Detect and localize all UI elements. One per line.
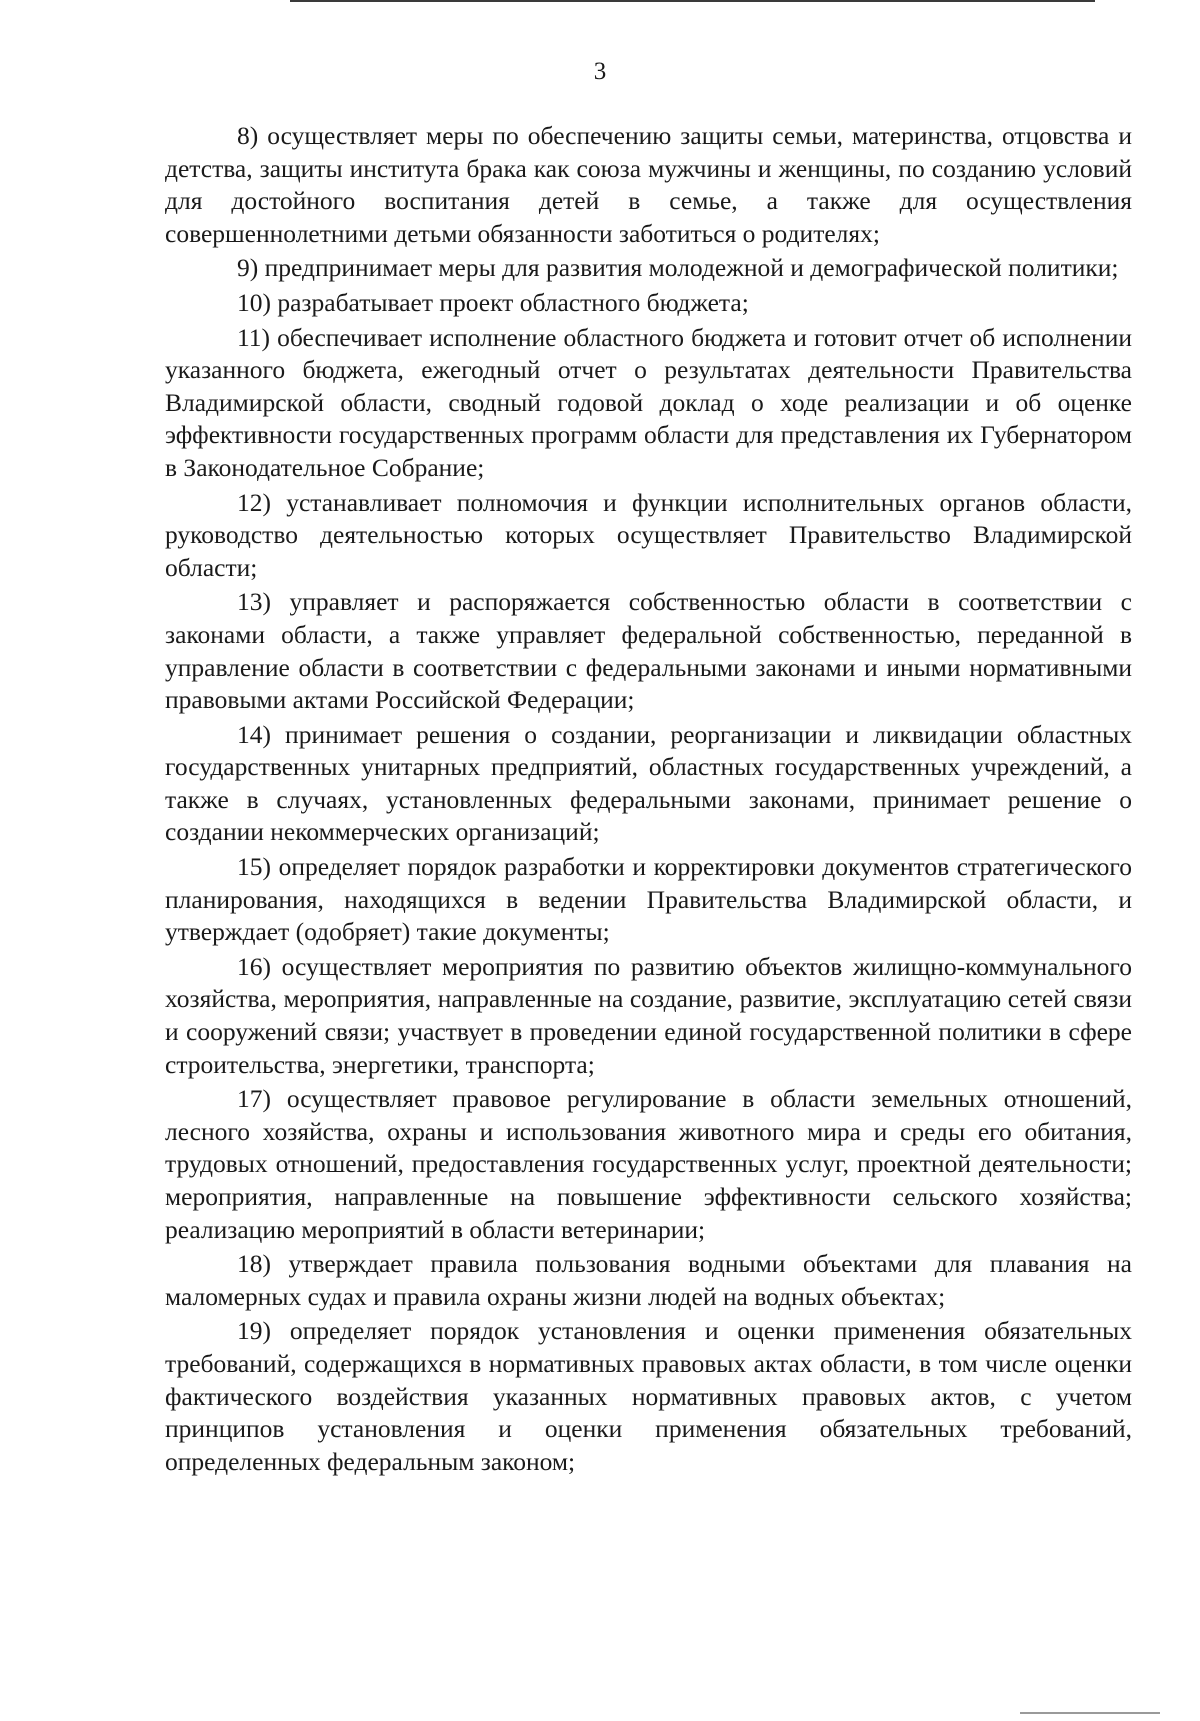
document-body <box>165 120 1132 1480</box>
paragraph-item-17: 17) осуществляет правовое регулирование в области земельных отношений, лесного хозяйства, охраны и использования животного мира и среды его обитания, трудовых отношений, предоставления государственных услуг, проектной деятельности; мероприятия, направленные на повышение эффективности сельского хозяйства; реализацию мероприятий в области ветеринарии; <box>165 1084 1132 1244</box>
paragraph-item-16: 16) осуществляет мероприятия по развитию объектов жилищно-коммунального хозяйства, мероприятия, направленные на создание, развитие, эксплуатацию сетей связи и сооружений связи; участвует в проведении единой государственной политики в сфере строительства, энергетики, транспорта; <box>165 951 1132 1079</box>
paragraph-item-13: 13) управляет и распоряжается собственностью области в соответствии с законами области, а также управляет федеральной собственностью, переданной в управление области в соответствии с федеральными законами и иными нормативными правовыми актами Российской Федерации; <box>165 587 1132 715</box>
paragraph-item-19: 19) определяет порядок установления и оценки применения обязательных требований, содержащихся в нормативных правовых актах области, в том числе оценки фактического воздействия указанных нормативных правовых актов, с учетом принципов установления и оценки применения обязательных требований, определенных федеральным законом; <box>165 1316 1132 1476</box>
scan-edge-line-bottom <box>1020 1712 1160 1714</box>
page-number: 3 <box>593 58 607 85</box>
paragraph-item-9: 9) предпринимает меры для развития молодежной и демографической политики; <box>237 253 1119 283</box>
paragraph-item-10: 10) разрабатывает проект областного бюджета; <box>237 287 749 317</box>
scan-edge-line-top <box>290 0 1095 2</box>
paragraph-item-11: 11) обеспечивает исполнение областного бюджета и готовит отчет об исполнении указанного бюджета, ежегодный отчет о результатах деятельности Правительства Владимирской области, сводный годовой доклад о ходе реализации и об оценке эффективности государственных программ области для представления их Губернатором в Законодательное Собрание; <box>165 322 1132 482</box>
paragraph-item-8: 8) осуществляет меры по обеспечению защиты семьи, материнства, отцовства и детства, защиты института брака как союза мужчины и женщины, по созданию условий для достойного воспитания детей в семье, а также для осуществления совершеннолетними детьми обязанности заботиться о родителях; <box>165 121 1132 248</box>
paragraph-item-14: 14) принимает решения о создании, реорганизации и ликвидации областных государственных унитарных предприятий, областных государственных учреждений, а также в случаях, установленных федеральными законами, принимает решение о создании некоммерческих организаций; <box>165 719 1132 847</box>
paragraph-item-18: 18) утверждает правила пользования водными объектами для плавания на маломерных судах и правила охраны жизни людей на водных объектах; <box>165 1249 1132 1311</box>
paragraph-item-15: 15) определяет порядок разработки и корректировки документов стратегического планирования, находящихся в ведении Правительства Владимирской области, и утверждает (одобряет) такие документы; <box>165 852 1132 947</box>
paragraph-item-12: 12) устанавливает полномочия и функции исполнительных органов области, руководство деятельностью которых осуществляет Правительство Владимирской области; <box>165 487 1132 582</box>
